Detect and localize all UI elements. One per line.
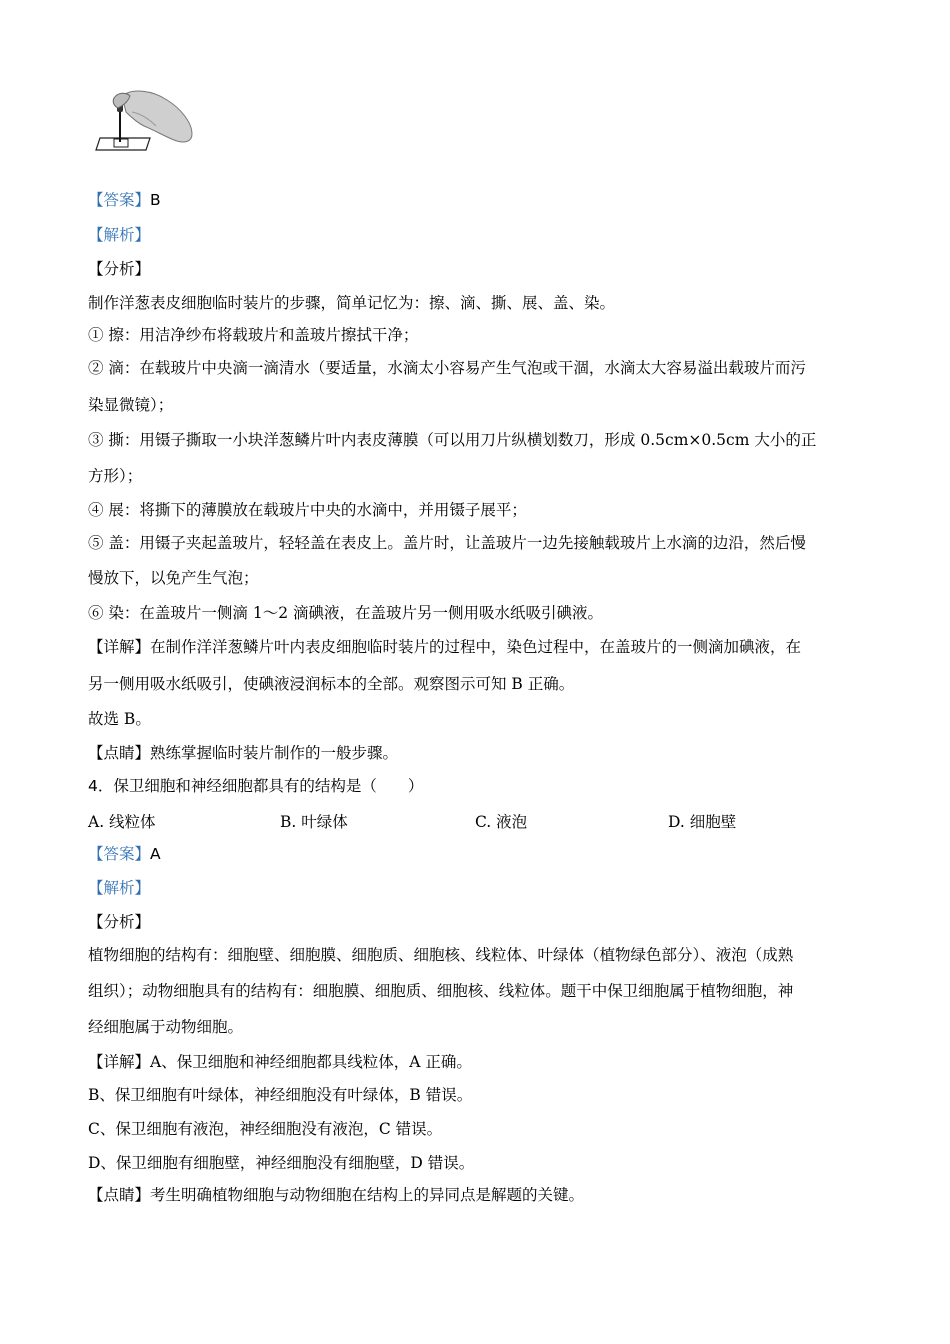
q4-number: 4． xyxy=(88,777,114,795)
q4-option-a: A. 线粒体 xyxy=(88,813,156,831)
q4-detail-line: B、保卫细胞有叶绿体，神经细胞没有叶绿体，B 错误。 xyxy=(88,1086,473,1104)
q3-key-point: 【点睛】熟练掌握临时装片制作的一般步骤。 xyxy=(88,744,399,762)
q3-text-line: ① 擦：用洁净纱布将载玻片和盖玻片擦拭干净； xyxy=(88,326,419,344)
q3-conclusion: 故选 B。 xyxy=(88,710,151,728)
q3-text-line: 染显微镜）； xyxy=(88,396,174,414)
q4-text-line: 组织）；动物细胞具有的结构有：细胞膜、细胞质、细胞核、线粒体。题干中保卫细胞属于植物细胞，神 xyxy=(88,982,794,1000)
q3-text-line: 慢放下，以免产生气泡； xyxy=(88,569,259,587)
dropper-slide-illustration xyxy=(92,86,196,156)
q4-detail-line: 【详解】A、保卫细胞和神经细胞都具线粒体，A 正确。 xyxy=(88,1053,472,1071)
q4-key-point: 【点睛】考生明确植物细胞与动物细胞在结构上的异同点是解题的关键。 xyxy=(88,1186,585,1204)
q3-text-line: ⑤ 盖：用镊子夹起盖玻片，轻轻盖在表皮上。盖片时，让盖玻片一边先接触载玻片上水滴的边沿，然后慢 xyxy=(88,534,806,552)
q3-fenxi-tag: 【分析】 xyxy=(88,260,151,278)
q4-text-line: 植物细胞的结构有：细胞壁、细胞膜、细胞质、细胞核、线粒体、叶绿体（植物绿色部分）、液泡（成熟 xyxy=(88,946,794,964)
q3-detail-line: 另一侧用吸水纸吸引，使碘液浸润标本的全部。观察图示可知 B 正确。 xyxy=(88,675,575,693)
q4-answer-line xyxy=(88,844,868,864)
q4-detail-line: D、保卫细胞有细胞壁，神经细胞没有细胞壁，D 错误。 xyxy=(88,1154,475,1172)
q4-option-c: C. 液泡 xyxy=(475,813,528,831)
q3-text-line: ⑥ 染：在盖玻片一侧滴 1～2 滴碘液，在盖玻片另一侧用吸水纸吸引碘液。 xyxy=(88,604,604,622)
q3-answer-tag: 【答案】 xyxy=(88,191,151,209)
q4-stem-text: 保卫细胞和神经细胞都具有的结构是（ ） xyxy=(113,777,424,795)
q4-detail-line: C、保卫细胞有液泡，神经细胞没有液泡，C 错误。 xyxy=(88,1120,443,1138)
q4-option-d: D. 细胞壁 xyxy=(668,813,737,831)
q4-question-stem xyxy=(88,776,868,796)
q3-analysis-tag: 【解析】 xyxy=(88,226,151,244)
q3-text-line: ③ 撕：用镊子撕取一小块洋葱鳞片叶内表皮薄膜（可以用刀片纵横划数刀，形成 0.5cm×0.5cm 大小的正 xyxy=(88,431,817,449)
q4-text-line: 经细胞属于动物细胞。 xyxy=(88,1018,244,1036)
q3-detail-line: 【详解】在制作洋洋葱鳞片叶内表皮细胞临时装片的过程中，染色过程中，在盖玻片的一侧滴加碘液，在 xyxy=(88,638,802,656)
q3-text-line: ② 滴：在载玻片中央滴一滴清水（要适量，水滴太小容易产生气泡或干涸，水滴太大容易溢出载玻片而污 xyxy=(88,359,806,377)
q4-answer-tag: 【答案】 xyxy=(88,845,151,863)
q4-option-b: B. 叶绿体 xyxy=(280,813,348,831)
q3-text-line: 制作洋葱表皮细胞临时装片的步骤，简单记忆为：擦、滴、撕、展、盖、染。 xyxy=(88,294,616,312)
q4-fenxi-tag: 【分析】 xyxy=(88,913,151,931)
q4-answer-value: A xyxy=(150,845,161,863)
q3-text-line: 方形）； xyxy=(88,467,143,485)
q3-text-line: ④ 展：将撕下的薄膜放在载玻片中央的水滴中，并用镊子展平； xyxy=(88,501,527,519)
q3-answer-line xyxy=(88,190,868,210)
q3-answer-value: B xyxy=(150,191,161,209)
q4-analysis-tag: 【解析】 xyxy=(88,879,151,897)
